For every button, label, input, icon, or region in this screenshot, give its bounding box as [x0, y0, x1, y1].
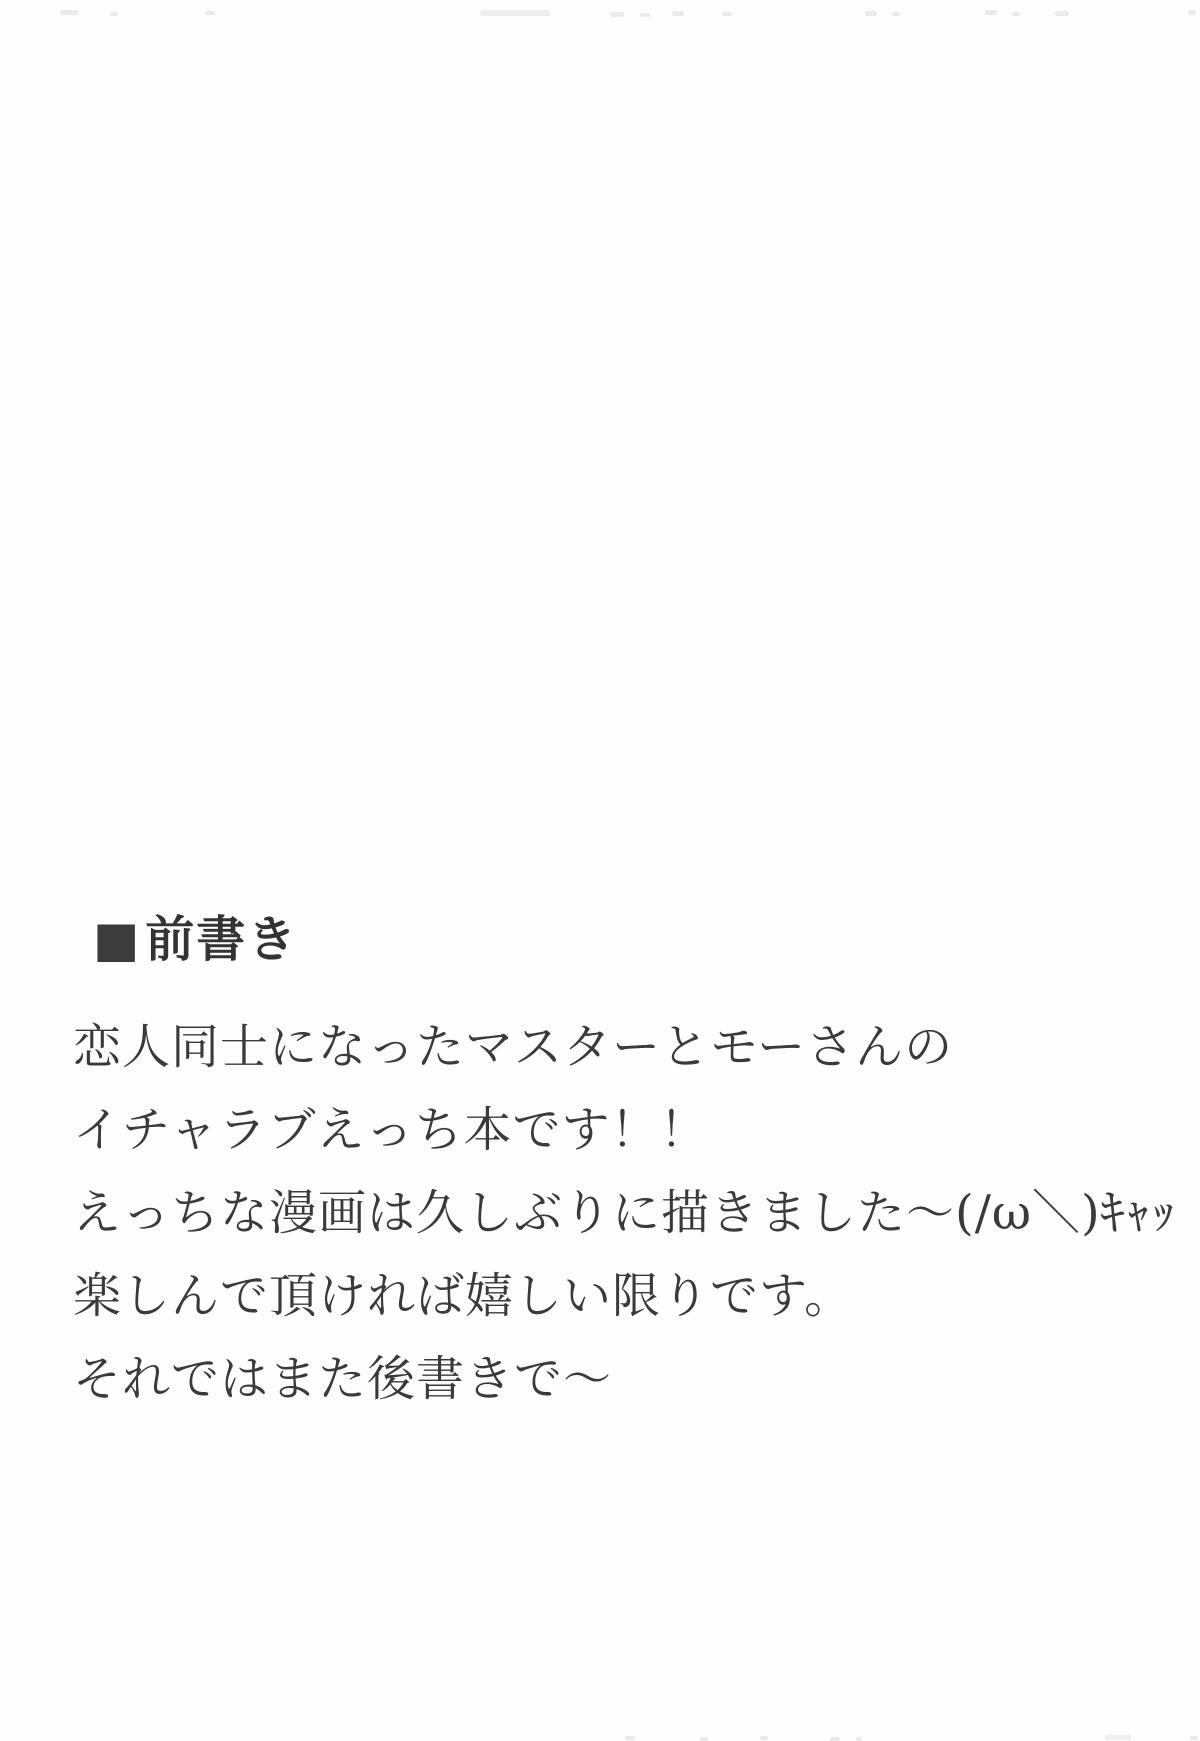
scan-artifact — [60, 10, 78, 15]
preface-line-3: えっちな漫画は久しぶりに描きました～(/ω＼)ｷｬｯ — [73, 1185, 1176, 1241]
preface-line-4: 楽しんで頂ければ嬉しい限りです。 — [73, 1268, 854, 1324]
scan-artifact — [205, 11, 215, 15]
scan-artifact — [830, 1737, 840, 1741]
scan-artifact — [625, 1736, 635, 1740]
heading-square-marker: ■ — [93, 911, 142, 968]
scan-artifact — [985, 10, 997, 15]
scan-artifact — [110, 12, 118, 16]
preface-line-5: それではまた後書きで～ — [73, 1351, 613, 1407]
scan-artifact — [865, 11, 877, 16]
scan-artifact — [1105, 1735, 1131, 1740]
scan-artifact — [700, 1737, 708, 1741]
heading-title: 前書き — [145, 911, 299, 968]
preface-body — [73, 1006, 1176, 1421]
scan-artifact — [1188, 10, 1196, 15]
preface-line-2: イチャラブえっち本です！！ — [73, 1102, 709, 1158]
scan-artifact — [760, 1736, 768, 1740]
scan-artifact — [610, 12, 624, 17]
scan-artifact — [672, 11, 684, 16]
scan-artifact — [1190, 1736, 1198, 1740]
scan-artifact — [856, 1737, 862, 1741]
scan-artifact — [722, 12, 732, 16]
scan-artifact — [1055, 11, 1069, 16]
scan-artifact — [1012, 12, 1020, 16]
preface-heading — [93, 901, 298, 971]
scan-artifact — [640, 13, 650, 17]
scan-artifact — [892, 12, 900, 16]
scan-artifact — [480, 10, 550, 16]
preface-line-1: 恋人同士になったマスターとモーさんの — [73, 1019, 954, 1075]
